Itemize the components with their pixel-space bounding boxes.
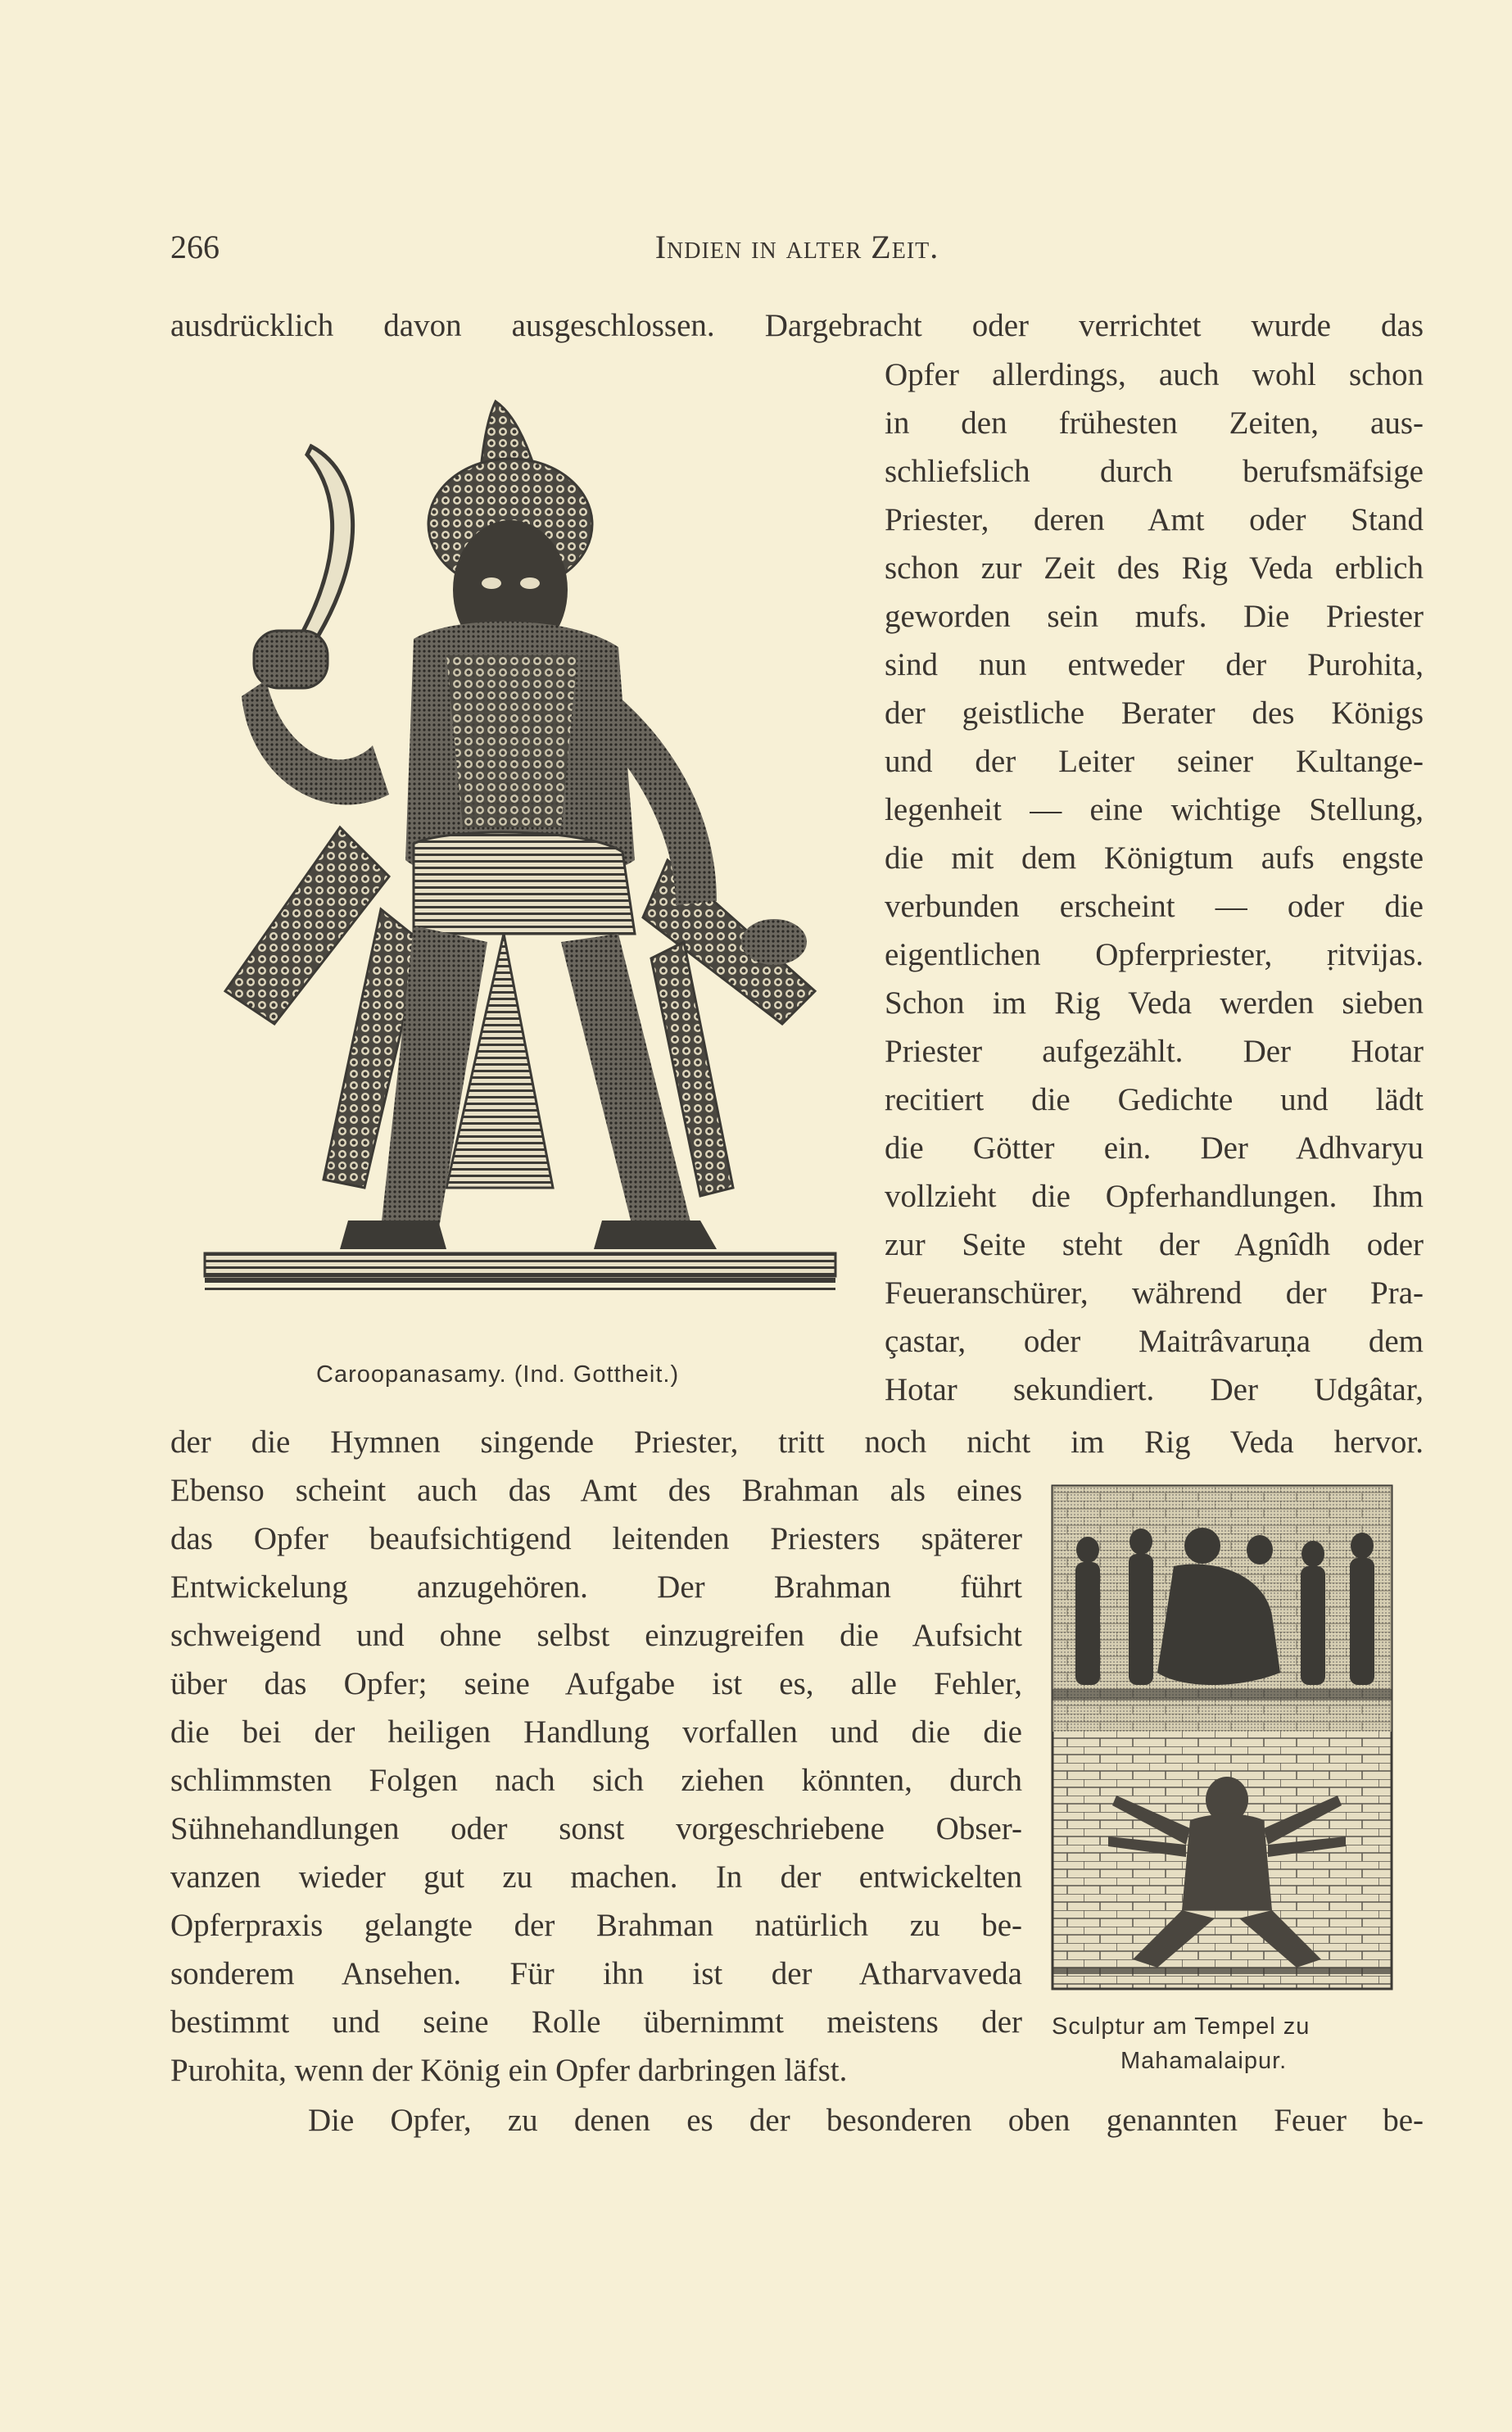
deity-caption: Caroopanasamy. (Ind. Gottheit.) xyxy=(316,1361,680,1388)
sculpture-illustration xyxy=(1051,1484,1393,1990)
page-number: 266 xyxy=(170,229,220,265)
text-line: Opferpraxis gelangte der Brahman natürlich zu be- xyxy=(170,1908,1022,1943)
text-line: der die Hymnen singende Priester, tritt noch nicht im Rig Veda hervor. xyxy=(170,1424,1424,1460)
temple-sculpture-icon xyxy=(1051,1484,1393,1990)
text-line: vanzen wieder gut zu machen. In der entwickelten xyxy=(170,1859,1022,1895)
text-line: sind nun entweder der Purohita, xyxy=(885,647,1424,682)
sculpture-caption-line-1: Sculptur am Tempel zu xyxy=(1052,2013,1311,2040)
text-line: schliefslich durch berufsmäfsige xyxy=(885,454,1424,489)
text-line: in den frühesten Zeiten, aus- xyxy=(885,405,1424,441)
text-line: Sühnehandlungen oder sonst vorgeschriebene Obser- xyxy=(170,1811,1022,1846)
text-line: und der Leiter seiner Kultange- xyxy=(885,744,1424,779)
text-line: die mit dem Königtum aufs engste xyxy=(885,840,1424,876)
text-line: über das Opfer; seine Aufgabe ist es, alle Fehler, xyxy=(170,1666,1022,1701)
deity-engraving-icon xyxy=(176,369,864,1339)
text-line: Hotar sekundiert. Der Udgâtar, xyxy=(885,1372,1424,1407)
text-line: schweigend und ohne selbst einzugreifen die Aufsicht xyxy=(170,1618,1022,1653)
text-line: ausdrücklich davon ausgeschlossen. Dargebracht oder verrichtet wurde das xyxy=(170,308,1424,343)
text-line: verbunden erscheint — oder die xyxy=(885,889,1424,924)
sculpture-caption-line-2: Mahamalaipur. xyxy=(1120,2048,1288,2074)
text-line: Ebenso scheint auch das Amt des Brahman als eines xyxy=(170,1473,1022,1508)
text-line: çastar, oder Maitrâvaruṇa dem xyxy=(885,1324,1424,1359)
text-line: Entwickelung anzugehören. Der Brahman führt xyxy=(170,1569,1022,1605)
text-line: zur Seite steht der Agnîdh oder xyxy=(885,1227,1424,1262)
text-line: eigentlichen Opferpriester, ṛitvijas. xyxy=(885,937,1424,972)
text-line: die Götter ein. Der Adhvaryu xyxy=(885,1130,1424,1166)
page-header xyxy=(170,228,1424,269)
text-line: Feueranschürer, während der Pra- xyxy=(885,1275,1424,1311)
text-line: die bei der heiligen Handlung vorfallen und die die xyxy=(170,1714,1022,1750)
text-line: das Opfer beaufsichtigend leitenden Priesters späterer xyxy=(170,1521,1022,1556)
deity-illustration xyxy=(176,369,864,1339)
text-line: der geistliche Berater des Königs xyxy=(885,695,1424,731)
text-line: recitiert die Gedichte und lädt xyxy=(885,1082,1424,1117)
text-line: schon zur Zeit des Rig Veda erblich xyxy=(885,550,1424,586)
text-line: Opfer allerdings, auch wohl schon xyxy=(885,357,1424,392)
text-line: Priester aufgezählt. Der Hotar xyxy=(885,1034,1424,1069)
text-line: Schon im Rig Veda werden sieben xyxy=(885,985,1424,1021)
text-line: schlimmsten Folgen nach sich ziehen könnten, durch xyxy=(170,1763,1022,1798)
text-line: bestimmt und seine Rolle übernimmt meistens der xyxy=(170,2004,1022,2040)
text-line: geworden sein mufs. Die Priester xyxy=(885,599,1424,634)
text-line: legenheit — eine wichtige Stellung, xyxy=(885,792,1424,827)
text-line: Priester, deren Amt oder Stand xyxy=(885,502,1424,537)
text-line: sonderem Ansehen. Für ihn ist der Atharvaveda xyxy=(170,1956,1022,1991)
text-line: Purohita, wenn der König ein Opfer darbringen läfst. xyxy=(170,2053,848,2088)
text-line: Die Opfer, zu denen es der besonderen oben genannten Feuer be- xyxy=(308,2103,1424,2138)
text-line: vollzieht die Opferhandlungen. Ihm xyxy=(885,1179,1424,1214)
running-title: Indien in alter Zeit. xyxy=(654,229,939,265)
